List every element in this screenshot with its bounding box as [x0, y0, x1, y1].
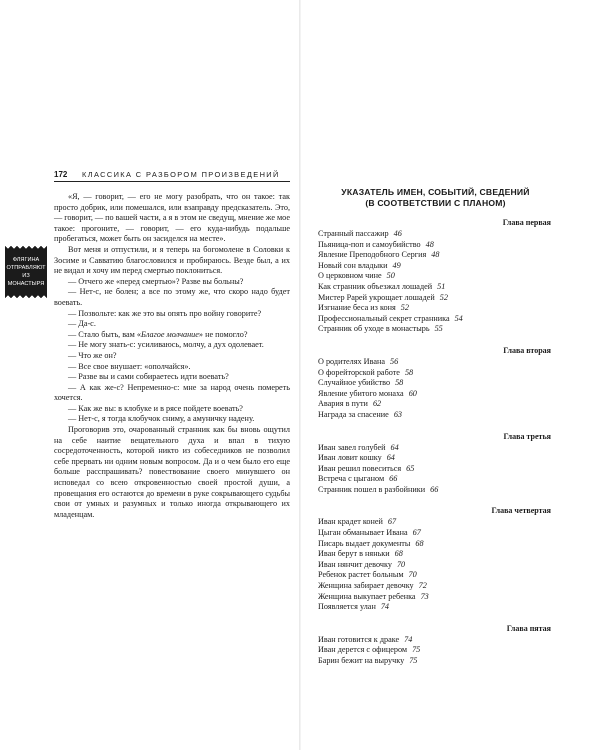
index-entry	[318, 293, 553, 304]
entry-text: Авария в пути	[318, 399, 368, 409]
paragraph: — Как же вы: в клобуке и в рясе пойдете воевать?	[68, 403, 243, 413]
paragraph: Вот меня и отпустили, и я теперь на богомолене в Соловки к Зосиме и Савватию благословился и пробираюсь. Везде был, а их не видал и хочу им перед смертью поклониться.	[54, 244, 290, 276]
entry-text: О форейторской работе	[318, 367, 400, 377]
paragraph: «Я, — говорит, — его не могу разобрать, что он такое: так просто добрик, или помешался, или взаправду предсказатель. Это, — говорит, — по вашей части, а я в этом не сведущ, мнение же мое такое: прогоните, — говорит, — его куда-нибудь подальше пробегаться, может быть он засиделся на месте».	[54, 192, 291, 244]
entry-text: Женщина выкупает ребенка	[318, 591, 416, 601]
paragraph: — Отчего же «перед смертью»? Разве вы больны?	[68, 276, 244, 286]
paragraph: — Разве вы и сами собираетесь идти воевать?	[68, 372, 229, 382]
paragraph: — Что же он?	[68, 350, 117, 360]
entry-page: 46	[393, 229, 402, 238]
entry-page: 65	[406, 463, 415, 473]
index-entry	[318, 656, 553, 667]
chapter-heading: Глава третья	[503, 431, 551, 441]
entry-text: Случайное убийство	[318, 378, 391, 388]
entry-page: 64	[390, 442, 399, 452]
entry-text: Странник пошел в разбойники	[318, 484, 426, 494]
paragraph: — Нет-с, я тогда клобучок сниму, а амуничку надену.	[68, 414, 255, 424]
entry-text: Иван крадет коней	[318, 517, 383, 527]
entry-text: Странный пассажир	[318, 229, 389, 238]
entry-text: Ребенок растет больным	[318, 570, 404, 580]
entry-page: 75	[412, 645, 421, 655]
entry-text: Награда за спасение	[318, 409, 389, 419]
index-entry	[318, 474, 553, 485]
entry-text: Изгнание беса из коня	[318, 303, 396, 313]
entry-page: 51	[437, 281, 446, 291]
entry-page: 58	[404, 367, 414, 377]
index-entry	[318, 399, 553, 410]
entry-page: 54	[454, 313, 463, 323]
entry-text: Появляется улан	[318, 602, 376, 612]
chapter-section	[318, 346, 553, 421]
index-entry	[318, 357, 553, 368]
index-entry	[318, 539, 553, 550]
index-title	[318, 187, 553, 208]
entry-page: 68	[394, 549, 403, 559]
entry-text: Иван завел голубей	[318, 442, 386, 452]
entry-text: Профессиональный секрет странника	[318, 313, 450, 323]
entry-text: Писарь выдает документы	[318, 538, 411, 548]
index-entry	[318, 389, 553, 400]
index-entry	[318, 303, 553, 314]
entry-page: 48	[425, 239, 434, 249]
index-entry	[318, 560, 553, 571]
chapter-heading: Глава четвертая	[491, 506, 551, 516]
index-entry	[318, 368, 553, 379]
index-entry	[318, 517, 553, 528]
paragraph: — Все свое внушает: «ополчайся».	[68, 361, 191, 371]
index-chapters	[318, 218, 553, 667]
entry-page: 62	[372, 399, 382, 409]
entry-text: Барин бежит на выручку	[318, 656, 405, 665]
index-title-line2: (В СООТВЕТСТВИИ С ПЛАНОМ)	[365, 197, 506, 208]
chapter-section	[318, 506, 553, 612]
entry-text: Пьяница-поп и самоубийство	[318, 239, 421, 249]
entry-text: О церковном чине	[318, 271, 382, 281]
index-entry	[318, 549, 553, 560]
entry-text: Цыган обманывает Ивана	[318, 528, 408, 538]
paragraph: — Нет-с, не болен; а все по этому же, что скоро надо будет воевать.	[54, 287, 290, 307]
index-entry	[318, 229, 553, 240]
entry-page: 48	[431, 250, 440, 260]
entry-text: Иван ловит кошку	[318, 453, 382, 463]
index-entry	[318, 261, 553, 272]
index-entry	[318, 314, 553, 325]
entry-text: Явление Преподобного Сергия	[318, 250, 427, 260]
sidebar-line: ОТПРАВЛЯЮТ	[6, 265, 46, 271]
entry-page: 58	[395, 378, 404, 388]
sidebar-line: ИЗ МОНАСТЫРЯ	[7, 273, 45, 287]
paragraph: — А как же-с? Непременно-с: мне за народ очень помереть хочется.	[54, 382, 290, 403]
entry-page: 52	[400, 303, 409, 313]
chapter-heading: Глава пятая	[506, 623, 551, 633]
entry-page: 52	[439, 292, 448, 302]
entry-text: Иван готовится к драке	[318, 634, 400, 644]
tab-edge-bottom	[5, 292, 47, 298]
sidebar-line: ФЛЯГИНА	[12, 257, 40, 263]
entry-page: 55	[434, 324, 443, 334]
entry-text: Иван дерется с офицером	[318, 645, 408, 655]
entry-page: 67	[412, 528, 421, 538]
chapter-section	[318, 218, 553, 335]
index-entry	[318, 485, 553, 496]
entry-page: 63	[393, 409, 402, 419]
entry-text: Иван нянчит девочку	[318, 559, 392, 569]
paragraph: — Не могу знать-с: усиливаюсь, молчу, а дух одолевает.	[68, 340, 264, 350]
index-entry	[318, 602, 553, 613]
index-entry	[318, 410, 553, 421]
entry-page: 50	[386, 271, 395, 281]
running-title: КЛАССИКА С РАЗБОРОМ ПРОИЗВЕДЕНИЙ	[82, 170, 280, 179]
entry-text: Новый сон владыки	[318, 260, 388, 270]
sidebar-label	[5, 252, 47, 292]
index-entry	[318, 592, 553, 603]
left-page	[54, 170, 290, 520]
index-entry	[318, 250, 553, 261]
chapter-section	[318, 624, 553, 667]
entry-page: 64	[386, 453, 395, 463]
entry-page: 49	[392, 260, 401, 270]
page-header	[54, 170, 290, 182]
index-entry	[318, 282, 553, 293]
index-entry	[318, 443, 553, 454]
index-entry	[318, 271, 553, 282]
entry-text: Мистер Рарей укрощает лошадей	[318, 292, 435, 302]
entry-page: 66	[389, 474, 398, 484]
index-entry	[318, 464, 553, 475]
entry-text: Женщина забирает девочку	[318, 581, 414, 591]
index-entry	[318, 453, 553, 464]
entry-page: 74	[380, 602, 390, 612]
entry-page: 70	[396, 559, 406, 569]
index-entry	[318, 570, 553, 581]
emphasis: Благое молчание	[140, 329, 199, 339]
entry-page: 72	[418, 581, 427, 591]
paragraph: — Позвольте: как же это вы опять про войну говорите?	[68, 308, 262, 318]
paragraph: — Стало быть, вам «Благое молчание» не помогло?	[68, 329, 248, 339]
entry-page: 66	[430, 484, 439, 494]
index-entry	[318, 581, 553, 592]
entry-page: 68	[415, 538, 424, 548]
entry-text: Иван берут в няньки	[318, 549, 390, 559]
paragraph: Проговорив это, очарованный странник как бы вновь ощутил на себе наитие вещательного духа и впал в тихую сосредоточенность, которой никто из собеседников не позволил себе прервать ни одним новым вопросом. Да и о чем было его еще больше расспрашивать? повествование своего минувшего он исповедал со всею откровенностью своей простой души, а провещания его остаются до времени в руке сокрывающего судьбы свои от умных и разумных и только иногда открывающего их младенцам.	[54, 425, 290, 519]
right-page	[318, 187, 553, 678]
index-entry	[318, 528, 553, 539]
book-fold	[299, 0, 301, 750]
chapter-heading: Глава первая	[502, 218, 551, 227]
entry-page: 67	[387, 517, 397, 527]
body-text	[54, 192, 290, 520]
index-entry	[318, 635, 553, 646]
index-title-line1: УКАЗАТЕЛЬ ИМЕН, СОБЫТИЙ, СВЕДЕНИЙ	[341, 187, 530, 197]
entry-text: Странник об уходе в монастырь	[318, 324, 430, 334]
index-entry	[318, 324, 553, 335]
entry-text: Явление убитого монаха	[318, 388, 404, 398]
entry-text: Иван решил повеситься	[318, 463, 402, 473]
sidebar-tab	[5, 246, 47, 298]
index-entry	[318, 645, 553, 656]
index-entry	[318, 378, 553, 389]
entry-text: Встреча с цыганом	[318, 474, 385, 484]
entry-page: 60	[408, 388, 417, 398]
page-number: 172	[54, 170, 68, 179]
chapter-heading: Глава вторая	[503, 345, 551, 355]
index-entry	[318, 240, 553, 251]
entry-page: 75	[409, 656, 418, 665]
paragraph: — Да-с.	[68, 319, 96, 329]
entry-text: Как странник объезжал лошадей	[318, 281, 433, 291]
entry-page: 56	[389, 356, 399, 366]
entry-text: О родителях Ивана	[318, 356, 385, 366]
chapter-section	[318, 432, 553, 496]
entry-page: 70	[408, 570, 417, 580]
entry-page: 74	[404, 634, 413, 644]
entry-page: 73	[420, 591, 429, 601]
